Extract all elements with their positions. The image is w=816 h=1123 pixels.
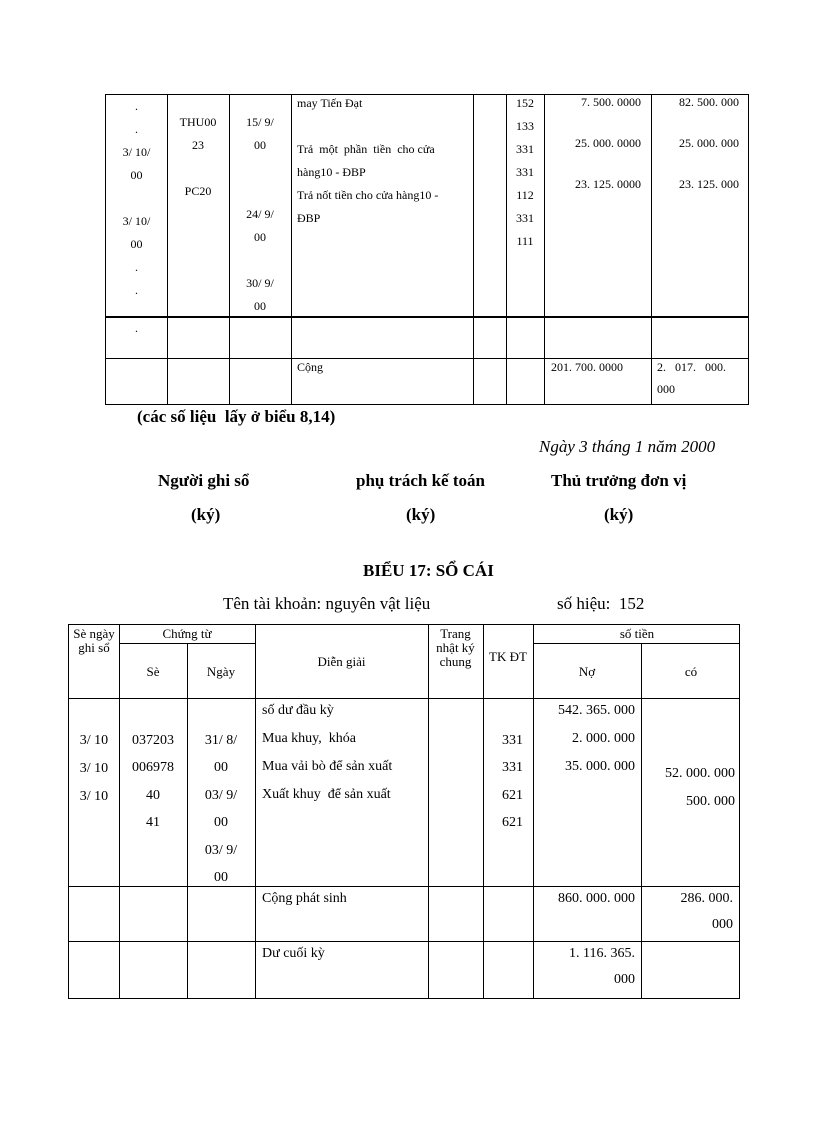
signature-title-chief-accountant: phụ trách kế toán xyxy=(356,471,485,490)
ledger-total-credit-line1: 286. 000. xyxy=(680,891,733,906)
header-credit: có xyxy=(684,664,698,679)
ledger-closing-debit-line2: 000 xyxy=(614,972,635,987)
journal-voucher-column: THU00 23 PC20 xyxy=(179,115,217,198)
ledger-debit-column: 542. 365. 000 2. 000. 000 35. 000. 000 xyxy=(558,703,635,774)
header-journal-page: Trang nhật ký chung xyxy=(436,626,475,669)
journal-total-debit: 201. 700. 0000 xyxy=(551,360,623,374)
ledger-title: BIỂU 17: SỔ CÁI xyxy=(363,561,494,580)
header-record-date: Sè ngày ghi sổ xyxy=(73,626,115,655)
empty-row-dot: . xyxy=(135,321,138,335)
ledger-credit-column: 52. 000. 000 500. 000 xyxy=(665,766,735,809)
ledger-total-credit-line2: 000 xyxy=(712,917,733,932)
journal-date-column: . . 3/ 10/ 00 3/ 10/ 00 . . xyxy=(122,99,151,297)
signature-recorder: (ký) xyxy=(191,505,221,524)
header-description: Diễn giải xyxy=(317,654,366,669)
ledger-closing-debit-line1: 1. 116. 365. xyxy=(569,946,635,961)
signature-chief-accountant: (ký) xyxy=(406,505,436,524)
account-name: Tên tài khoản: nguyên vật liệu xyxy=(223,594,431,613)
ledger-voucher-number-column: 037203 006978 40 41 xyxy=(132,732,174,830)
journal-account-column: 152 133 331 331 112 331 111 xyxy=(516,96,534,248)
header-contra-account: TK ĐT xyxy=(489,649,527,664)
header-amount: số tiền xyxy=(619,626,655,641)
header-debit: Nợ xyxy=(578,664,596,679)
signature-head: (ký) xyxy=(604,505,634,524)
ledger-table xyxy=(68,624,740,999)
ledger-closing-label: Dư cuối kỳ xyxy=(262,946,325,961)
journal-table xyxy=(105,94,749,405)
document-date: Ngày 3 tháng 1 năm 2000 xyxy=(539,437,716,456)
ledger-contra-account-column: 331 331 621 621 xyxy=(502,732,523,830)
journal-total-credit-line2: 000 xyxy=(657,382,675,396)
ledger-total-debit: 860. 000. 000 xyxy=(558,891,635,906)
journal-voucher-date-column: 15/ 9/ 00 24/ 9/ 00 30/ 9/ 00 xyxy=(246,115,274,313)
signature-title-head: Thủ trưởng đơn vị xyxy=(551,471,687,490)
journal-description-column: may Tiến Đạt Trả một phần tiền cho cửa hàng10 - ĐBP Trả nốt tiền cho cửa hàng10 - ĐBP xyxy=(297,96,439,225)
signature-title-recorder: Người ghi sổ xyxy=(158,471,250,490)
account-code: số hiệu: 152 xyxy=(557,594,645,613)
ledger-description-column: số dư đầu kỳ Mua khuy, khóa Mua vải bò để sản xuất Xuất khuy để sản xuất xyxy=(262,703,393,802)
ledger-date-column: 3/ 10 3/ 10 3/ 10 xyxy=(79,733,109,804)
journal-total-credit-line1: 2. 017. 000. xyxy=(657,360,726,374)
header-voucher-number: Sè xyxy=(146,664,160,679)
ledger-voucher-date-column: 31/ 8/ 00 03/ 9/ 00 03/ 9/ 00 xyxy=(204,732,238,885)
header-voucher: Chứng từ xyxy=(162,626,212,641)
journal-credit-column: 82. 500. 000 25. 000. 000 23. 125. 000 xyxy=(679,95,739,191)
journal-total-label: Cộng xyxy=(297,360,324,374)
ledger-total-label: Cộng phát sinh xyxy=(262,891,347,906)
journal-debit-column: 7. 500. 0000 25. 000. 0000 23. 125. 0000 xyxy=(575,95,641,191)
source-note: (các số liệu lấy ở biểu 8,14) xyxy=(137,407,336,426)
header-voucher-date: Ngày xyxy=(206,664,236,679)
